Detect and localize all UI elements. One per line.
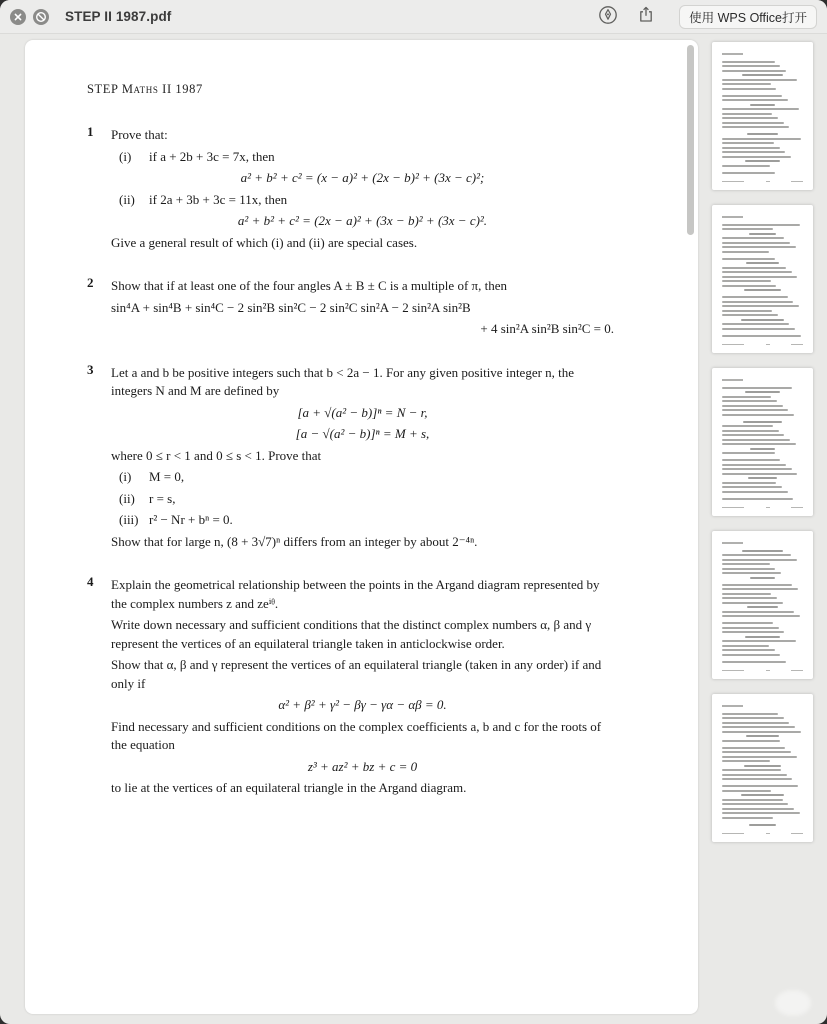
thumbnail-text-line [722, 228, 773, 230]
thumbnail-text-line [722, 400, 777, 402]
thumbnail-text-line [722, 602, 783, 604]
item-text: if a + 2b + 3c = 7x, then [149, 148, 275, 164]
thumbnail-page-5[interactable] [712, 694, 813, 842]
thumbnail-text-line [722, 593, 771, 595]
thumbnail-text-line [722, 611, 794, 613]
thumbnail-text-line [722, 434, 784, 436]
thumbnail-text-line [742, 550, 783, 552]
thumbnail-text-line [722, 769, 781, 771]
thumbnail-text-line [722, 65, 780, 67]
item-text: r = s, [149, 490, 176, 506]
thumbnail-text-line [722, 817, 773, 819]
question-item [119, 148, 614, 167]
thumbnail-text-line [722, 554, 791, 556]
thumbnail-text-line [745, 636, 781, 638]
thumbnail-text-line [722, 142, 774, 144]
equation: z³ + az² + bz + c = 0 [307, 758, 418, 774]
paragraph: Let a and b be positive integers such that b < 2a − 1. For any given positive integer n, the integers N and M are defined by [111, 364, 575, 398]
equation: [a − √(a² − b)]ⁿ = M + s, [295, 426, 430, 441]
thumbnail-text-line [722, 747, 785, 749]
thumbnail-sidebar [712, 42, 813, 857]
thumbnail-text-line [750, 448, 774, 450]
thumbnail-header-line [722, 705, 743, 707]
thumbnail-text-line [722, 491, 788, 493]
close-button[interactable] [10, 9, 26, 25]
thumbnail-text-line [722, 774, 787, 776]
thumbnail-text-line [722, 799, 783, 801]
thumbnail-text-line [722, 147, 780, 149]
document-header: STEP Maths II 1987 [87, 82, 203, 96]
thumbnail-text-line [749, 824, 777, 826]
thumbnail-text-line [747, 133, 778, 135]
question-number: 2 [87, 275, 94, 290]
thumbnail-text-line [722, 722, 789, 724]
thumbnail-text-line [722, 572, 781, 574]
item-label: (ii) [119, 490, 135, 506]
thumbnail-text-line [722, 328, 795, 330]
question-number: 1 [87, 124, 94, 139]
thumbnail-text-line [747, 606, 778, 608]
thumbnail-text-line [722, 568, 775, 570]
thumbnail-text-line [722, 563, 770, 565]
thumbnail-text-line [722, 83, 771, 85]
question-body [111, 573, 614, 801]
item-label: (i) [119, 148, 132, 164]
thumbnail-text-line [744, 765, 781, 767]
thumbnail-text-line [744, 289, 781, 291]
thumbnail-footer [722, 670, 803, 672]
thumbnail-text-line [722, 70, 786, 72]
markup-button[interactable] [597, 6, 619, 28]
thumbnail-text-line [749, 233, 777, 235]
toolbar-right-group [597, 5, 817, 29]
thumbnail-text-line [722, 251, 769, 253]
question-4 [87, 573, 614, 801]
thumbnail-text-line [722, 622, 773, 624]
question-1 [87, 123, 614, 255]
thumbnail-text-line [722, 645, 769, 647]
paragraph: Show that if at least one of the four angles A ± B ± C is a multiple of π, then [111, 278, 507, 293]
toolbar-left-group [10, 9, 171, 25]
share-icon [636, 5, 656, 28]
question-item [119, 468, 614, 487]
thumbnail-text-line [722, 790, 771, 792]
thumbnail-text-line [750, 577, 776, 579]
thumbnail-text-line [722, 468, 792, 470]
thumbnail-text-line [722, 276, 797, 278]
thumbnail-text-line [722, 88, 776, 90]
question-item [119, 191, 614, 210]
thumbnail-text-line [722, 615, 800, 617]
question-item [119, 511, 614, 530]
thumbnail-header-line [722, 216, 743, 218]
question-number: 4 [87, 574, 94, 589]
thumbnail-text-line [722, 258, 775, 260]
thumbnail-text-line [722, 271, 792, 273]
corner-highlight [775, 990, 811, 1016]
thumbnail-text-line [722, 713, 778, 715]
toolbar [0, 0, 827, 34]
thumbnail-text-line [722, 414, 794, 416]
equation: [a + √(a² − b)]ⁿ = N − r, [297, 404, 428, 420]
thumbnail-text-line [722, 335, 801, 337]
window-title: STEP II 1987.pdf [65, 9, 172, 24]
question-body [111, 274, 614, 342]
thumbnail-text-line [722, 726, 795, 728]
thumbnail-text-line [722, 246, 796, 248]
question-number: 3 [87, 361, 94, 377]
thumbnail-text-line [722, 803, 788, 805]
item-label: (iii) [119, 512, 139, 527]
thumbnail-text-line [722, 751, 791, 753]
pdf-page [25, 40, 698, 1014]
thumbnail-text-line [741, 319, 783, 321]
thumbnail-text-line [722, 778, 792, 780]
thumbnail-text-line [722, 285, 776, 287]
thumbnail-text-line [722, 117, 778, 119]
thumbnail-text-line [722, 760, 770, 762]
vertical-scrollbar[interactable] [687, 45, 694, 235]
thumbnail-page-1[interactable] [712, 42, 813, 190]
thumbnail-text-line [722, 627, 779, 629]
thumbnail-text-line [722, 443, 796, 445]
equation: a² + b² + c² = (2x − a)² + (3x − b)² + (3x − c)². [237, 213, 488, 228]
thumbnail-text-line [746, 262, 778, 264]
thumbnail-text-line [722, 785, 798, 787]
thumbnail-text-line [722, 387, 792, 389]
thumbnail-text-line [741, 794, 783, 796]
thumbnail-text-line [748, 477, 777, 479]
question-3 [87, 361, 614, 555]
thumbnail-text-line [722, 439, 790, 441]
thumbnail-text-line [742, 74, 783, 76]
thumbnail-text-line [722, 808, 794, 810]
item-text: if 2a + 3b + 3c = 11x, then [149, 191, 288, 207]
thumbnail-text-line [722, 731, 801, 733]
paragraph: Prove that: [111, 127, 168, 142]
thumbnail-text-line [722, 138, 801, 140]
thumbnail-text-line [722, 61, 775, 63]
thumbnail-text-line [722, 305, 799, 307]
markup-pen-icon [598, 5, 618, 28]
paragraph: Show that α, β and γ represent the vertices of an equilateral triangle (taken in any order) if and only if [111, 657, 602, 691]
thumbnail-page-2[interactable] [712, 205, 813, 353]
thumbnail-text-line [722, 661, 786, 663]
thumbnail-text-line [722, 559, 797, 561]
thumbnail-text-line [722, 301, 793, 303]
question-body [111, 361, 614, 555]
paragraph: to lie at the vertices of an equilateral triangle in the Argand diagram. [111, 780, 467, 795]
question-2 [87, 274, 614, 342]
thumbnail-text-line [722, 95, 782, 97]
question-item [119, 490, 614, 509]
item-text: r² − Nr + bⁿ = 0. [149, 512, 233, 527]
paragraph: Show that for large n, (8 + 3√7)ⁿ differs from an integer by about 2⁻⁴ⁿ. [111, 533, 478, 549]
thumbnail-header-line [722, 379, 743, 381]
paragraph: sin⁴A + sin⁴B + sin⁴C − 2 sin²B sin²C − 2 sin²C sin²A − 2 sin²A sin²B [111, 299, 471, 315]
thumbnail-text-line [722, 486, 782, 488]
paragraph: Write down necessary and sufficient conditions that the distinct complex numbers α, β and γ represent the vertices of an equilateral triangle taken in anticlockwise order. [111, 617, 592, 651]
equation: a² + b² + c² = (x − a)² + (2x − b)² + (3x − c)²; [240, 170, 485, 185]
item-label: (ii) [119, 191, 135, 207]
share-button[interactable] [635, 6, 657, 28]
thumbnail-text-line [722, 482, 776, 484]
paragraph: Find necessary and sufficient conditions on the complex coefficients a, b and c for the roots of the equation [111, 718, 602, 752]
thumbnail-text-line [722, 588, 798, 590]
thumbnail-text-line [722, 172, 775, 174]
thumbnail-text-line [722, 409, 788, 411]
thumbnail-text-line [722, 812, 800, 814]
thumbnail-text-line [722, 459, 780, 461]
thumbnail-text-line [722, 717, 784, 719]
thumbnail-footer [722, 833, 803, 835]
thumbnail-text-line [743, 421, 782, 423]
thumbnail-text-line [722, 464, 786, 466]
close-icon [10, 9, 26, 25]
thumbnail-text-line [745, 391, 779, 393]
thumbnail-text-line [722, 654, 780, 656]
open-with-wps-button[interactable]: 使用 WPS Office打开 [679, 5, 817, 29]
equation: α² + β² + γ² − βγ − γα − αβ = 0. [278, 697, 447, 712]
thumbnail-footer [722, 181, 803, 183]
thumbnail-text-line [722, 425, 773, 427]
blocked-icon [33, 9, 49, 25]
thumbnail-text-line [722, 296, 788, 298]
thumbnail-page-4[interactable] [712, 531, 813, 679]
thumbnail-text-line [722, 99, 788, 101]
thumbnail-page-3[interactable] [712, 368, 813, 516]
thumbnail-text-line [722, 280, 771, 282]
thumbnail-text-line [722, 430, 779, 432]
thumbnail-text-line [722, 237, 784, 239]
thumbnail-text-line [722, 631, 784, 633]
thumbnail-text-line [722, 740, 780, 742]
thumbnail-text-line [722, 224, 800, 226]
blocked-button[interactable] [33, 9, 49, 25]
thumbnail-text-line [745, 160, 781, 162]
thumbnail-text-line [722, 165, 770, 167]
thumbnail-text-line [746, 735, 778, 737]
paragraph: where 0 ≤ r < 1 and 0 ≤ s < 1. Prove that [111, 447, 322, 463]
thumbnail-header-line [722, 542, 743, 544]
thumbnail-text-line [722, 405, 783, 407]
thumbnail-text-line [722, 498, 793, 500]
thumbnail-footer [722, 344, 803, 346]
thumbnail-text-line [722, 756, 797, 758]
equation: + 4 sin²A sin²B sin²C = 0. [480, 321, 614, 336]
thumbnail-text-line [722, 79, 797, 81]
thumbnail-text-line [722, 151, 785, 153]
thumbnail-text-line [722, 126, 789, 128]
paragraph: Give a general result of which (i) and (ii) are special cases. [111, 234, 418, 250]
thumbnail-footer [722, 507, 803, 509]
thumbnail-text-line [722, 314, 778, 316]
thumbnail-header-line [722, 53, 743, 55]
thumbnail-text-line [722, 267, 786, 269]
thumbnail-text-line [722, 649, 775, 651]
thumbnail-text-line [722, 113, 772, 115]
item-label: (i) [119, 469, 132, 484]
question-list [87, 123, 614, 801]
thumbnail-text-line [722, 640, 796, 642]
item-text: M = 0, [149, 469, 185, 484]
paragraph: Explain the geometrical relationship between the points in the Argand diagram represented by the complex numbers z and zeⁱᶿ. [111, 577, 600, 611]
thumbnail-text-line [722, 108, 799, 110]
thumbnail-text-line [722, 310, 772, 312]
thumbnail-text-line [722, 584, 792, 586]
thumbnail-text-line [722, 597, 777, 599]
thumbnail-text-line [750, 104, 776, 106]
thumbnail-text-line [722, 156, 791, 158]
thumbnail-text-line [722, 323, 789, 325]
thumbnail-text-line [722, 242, 790, 244]
thumbnail-text-line [722, 122, 784, 124]
thumbnail-text-line [722, 452, 775, 454]
thumbnail-text-line [722, 396, 771, 398]
thumbnail-text-line [722, 473, 797, 475]
question-body [111, 123, 614, 255]
